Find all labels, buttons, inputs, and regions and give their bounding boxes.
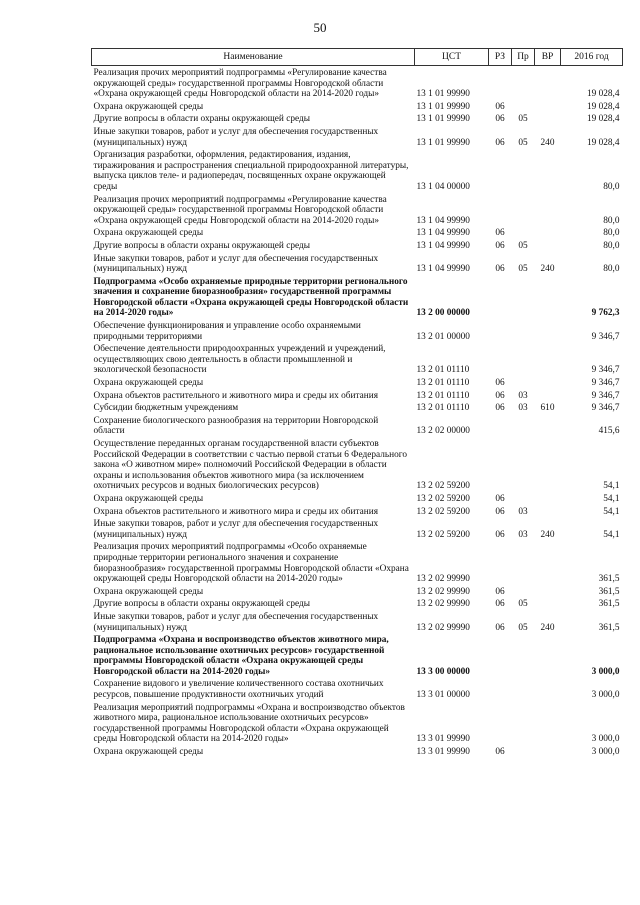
header-vr: ВР	[535, 49, 561, 66]
cell-rz	[489, 342, 512, 376]
cell-pr	[512, 193, 535, 227]
cell-rz: 06	[495, 137, 505, 148]
table-row	[92, 193, 623, 227]
cell-rz	[489, 437, 512, 492]
cell-pr	[512, 148, 535, 192]
cell-value: 3 000,0	[591, 666, 620, 677]
cell-value: 80,0	[603, 264, 620, 275]
cell-vr	[535, 492, 561, 505]
table-body	[92, 66, 623, 758]
cell-vr	[535, 437, 561, 492]
cell-name: Сохранение биологического разнообразия на территории Новгородской области	[93, 415, 379, 437]
table-row	[92, 148, 623, 192]
cell-value: 19 028,4	[586, 89, 620, 100]
cell-cst: 13 1 01 99990	[416, 101, 470, 112]
cell-pr: 05	[518, 137, 528, 148]
cell-rz: 06	[495, 747, 505, 758]
cell-name: Реализация прочих мероприятий подпрограммы «Особо охраняемые природные территории регионального значения и сохранение биоразнообразия» государственной программы Новгородской области «Охрана окружающей среды Новгородской области на 2014-2020 годы»	[93, 542, 409, 585]
cell-name: Организация разработки, оформления, редактирования, издания, тиражирования и распространения специальной природоохранной литературы, выпуска циклов теле- и радиопередач, посвященных охране окружающей среды	[93, 150, 409, 192]
cell-name: Иные закупки товаров, работ и услуг для обеспечения государственных (муниципальных) нужд	[93, 126, 379, 148]
cell-vr	[535, 193, 561, 227]
cell-value: 9 346,7	[591, 390, 620, 401]
cell-name: Сохранение видового и увеличение количественного состава охотничьих ресурсов, повышение продуктивности охотничьих угодий	[93, 679, 384, 701]
cell-value: 19 028,4	[586, 137, 620, 148]
cell-name: Охрана окружающей среды	[93, 228, 204, 239]
cell-vr	[535, 376, 561, 389]
cell-cst: 13 2 01 01110	[416, 403, 470, 414]
cell-cst: 13 1 04 99990	[416, 215, 470, 226]
cell-cst: 13 2 01 01110	[416, 390, 470, 401]
cell-rz	[489, 319, 512, 342]
cell-value: 19 028,4	[586, 101, 620, 112]
cell-rz: 06	[495, 403, 505, 414]
cell-vr	[535, 505, 561, 518]
table-row	[92, 597, 623, 610]
cell-cst: 13 2 02 59200	[416, 493, 470, 504]
cell-pr: 05	[518, 264, 528, 275]
cell-rz: 06	[495, 506, 505, 517]
cell-vr: 240	[540, 137, 555, 148]
cell-value: 361,5	[598, 574, 620, 585]
cell-name: Охрана окружающей среды	[93, 378, 204, 389]
cell-cst: 13 1 04 00000	[416, 181, 470, 192]
cell-cst: 13 1 01 99990	[416, 89, 470, 100]
cell-vr	[535, 633, 561, 677]
table-row	[92, 414, 623, 437]
table-row	[92, 701, 623, 745]
cell-name: Охрана окружающей среды	[93, 586, 204, 597]
cell-rz	[489, 701, 512, 745]
cell-rz: 06	[495, 228, 505, 239]
table-row	[92, 610, 623, 633]
cell-cst: 13 1 04 99990	[416, 264, 470, 275]
cell-cst: 13 2 01 01110	[416, 365, 470, 376]
table-row	[92, 401, 623, 414]
cell-vr: 240	[540, 529, 555, 540]
cell-cst: 13 1 01 99990	[416, 114, 470, 125]
cell-vr	[535, 540, 561, 584]
table-row	[92, 585, 623, 598]
cell-cst: 13 1 04 99990	[416, 240, 470, 251]
cell-pr: 05	[518, 240, 528, 251]
table-row	[92, 505, 623, 518]
cell-pr: 03	[518, 506, 528, 517]
cell-rz	[489, 540, 512, 584]
table-row	[92, 492, 623, 505]
cell-pr: 05	[518, 622, 528, 633]
cell-vr	[535, 319, 561, 342]
cell-name: Охрана объектов растительного и животного мира и среды их обитания	[93, 506, 378, 517]
cell-rz	[489, 414, 512, 437]
cell-value: 9 346,7	[591, 378, 620, 389]
cell-cst: 13 2 02 59200	[416, 506, 470, 517]
cell-pr: 03	[518, 529, 528, 540]
table-row	[92, 677, 623, 700]
cell-name: Реализация мероприятий подпрограммы «Охрана и воспроизводство объектов животного мира, рациональное использование охотничьих ресурсов» государственной программы Новгородской области «Охрана окружающей среды Новгородской области на 2014-2020 годы»	[93, 702, 405, 745]
cell-name: Охрана окружающей среды	[93, 493, 204, 504]
cell-rz: 06	[495, 390, 505, 401]
cell-rz	[489, 677, 512, 700]
cell-vr	[535, 148, 561, 192]
cell-value: 9 346,7	[591, 331, 620, 342]
cell-pr	[512, 540, 535, 584]
cell-vr	[535, 112, 561, 125]
cell-vr	[535, 389, 561, 402]
cell-rz: 06	[495, 114, 505, 125]
cell-pr	[512, 701, 535, 745]
cell-pr: 05	[518, 599, 528, 610]
cell-rz	[489, 633, 512, 677]
cell-value: 9 346,7	[591, 365, 620, 376]
cell-name: Другие вопросы в области охраны окружающей среды	[93, 599, 310, 610]
header-pr: Пр	[512, 49, 535, 66]
cell-pr: 05	[518, 114, 528, 125]
cell-vr	[535, 100, 561, 113]
cell-vr	[535, 597, 561, 610]
cell-value: 361,5	[598, 599, 620, 610]
cell-value: 80,0	[603, 228, 620, 239]
cell-cst: 13 2 02 00000	[416, 426, 470, 437]
cell-pr: 03	[518, 403, 528, 414]
cell-vr	[535, 701, 561, 745]
cell-cst: 13 3 01 99990	[416, 747, 470, 758]
cell-vr	[535, 66, 561, 100]
cell-cst: 13 2 02 99990	[416, 586, 470, 597]
cell-vr	[535, 414, 561, 437]
cell-name: Охрана окружающей среды	[93, 101, 204, 112]
cell-vr	[535, 745, 561, 758]
table-row	[92, 517, 623, 540]
cell-pr	[512, 437, 535, 492]
cell-cst: 13 3 00 00000	[416, 666, 470, 677]
cell-pr	[512, 66, 535, 100]
cell-cst: 13 2 02 59200	[416, 481, 470, 492]
table-row	[92, 389, 623, 402]
table-row	[92, 376, 623, 389]
cell-rz: 06	[495, 529, 505, 540]
table-row	[92, 633, 623, 677]
header-year: 2016 год	[561, 49, 623, 66]
cell-name: Реализация прочих мероприятий подпрограммы «Регулирование качества окружающей среды» государственной программы Новгородской области «Охрана окружающей среды Новгородской области на 2014-2020 годы»	[93, 194, 387, 226]
cell-rz	[489, 193, 512, 227]
cell-value: 54,1	[603, 481, 620, 492]
cell-pr	[512, 633, 535, 677]
cell-name: Другие вопросы в области охраны окружающей среды	[93, 240, 310, 251]
cell-cst: 13 2 02 99990	[416, 574, 470, 585]
cell-value: 361,5	[598, 586, 620, 597]
cell-name: Другие вопросы в области охраны окружающей среды	[93, 114, 310, 125]
cell-value: 3 000,0	[591, 734, 620, 745]
cell-vr	[535, 677, 561, 700]
table-row	[92, 100, 623, 113]
cell-name: Обеспечение деятельности природоохранных учреждений и учреждений, осуществляющих свою деятельность в области промышленной и экологической безопасности	[93, 344, 386, 376]
cell-vr	[535, 226, 561, 239]
table-header-row	[92, 49, 623, 66]
cell-name: Подпрограмма «Особо охраняемые природные территории регионального значения и сохранение биоразнообразия» государственной программы Новгородской области «Охрана окружающей среды Новгородской области на 2014-2020 годы»	[93, 276, 409, 319]
cell-vr	[535, 585, 561, 598]
cell-name: Обеспечение функционирования и управление особо охраняемыми природными территориями	[93, 321, 361, 342]
cell-rz	[489, 148, 512, 192]
cell-name: Субсидии бюджетным учреждениям	[93, 403, 239, 414]
cell-value: 80,0	[603, 215, 620, 226]
cell-pr	[512, 275, 535, 319]
cell-cst: 13 1 01 99990	[416, 137, 470, 148]
cell-value: 9 346,7	[591, 403, 620, 414]
cell-rz: 06	[495, 264, 505, 275]
cell-value: 9 762,3	[591, 308, 620, 319]
cell-rz: 06	[495, 493, 505, 504]
cell-name: Иные закупки товаров, работ и услуг для обеспечения государственных (муниципальных) нужд	[93, 519, 379, 540]
table-row	[92, 125, 623, 148]
cell-rz: 06	[495, 101, 505, 112]
cell-vr	[535, 275, 561, 319]
table-row	[92, 226, 623, 239]
cell-rz	[489, 66, 512, 100]
cell-name: Подпрограмма «Охрана и воспроизводство объектов животного мира, рациональное использование охотничьих ресурсов» государственной программы Новгородской области «Охрана окружающей среды Новгородской области на 2014-2020 годы»	[93, 635, 389, 677]
cell-cst: 13 2 02 99990	[416, 599, 470, 610]
header-name: Наименование	[92, 49, 415, 66]
cell-pr	[512, 414, 535, 437]
cell-name: Охрана окружающей среды	[93, 747, 204, 758]
cell-value: 54,1	[603, 493, 620, 504]
cell-name: Иные закупки товаров, работ и услуг для обеспечения государственных (муниципальных) нужд	[93, 611, 379, 633]
cell-name: Иные закупки товаров, работ и услуг для обеспечения государственных (муниципальных) нужд	[93, 253, 379, 275]
cell-pr	[512, 342, 535, 376]
cell-cst: 13 2 02 59200	[416, 529, 470, 540]
cell-rz: 06	[495, 240, 505, 251]
cell-vr: 610	[540, 403, 555, 414]
table-row	[92, 540, 623, 584]
cell-cst: 13 3 01 99990	[416, 734, 470, 745]
cell-value: 415,6	[598, 426, 620, 437]
table-row	[92, 275, 623, 319]
cell-pr	[512, 376, 535, 389]
cell-vr	[535, 239, 561, 252]
page-number: 50	[313, 20, 327, 35]
cell-cst: 13 2 01 01110	[416, 378, 470, 389]
cell-pr	[512, 585, 535, 598]
cell-cst: 13 3 01 00000	[416, 690, 470, 701]
cell-vr: 240	[540, 264, 555, 275]
cell-pr	[512, 226, 535, 239]
cell-vr	[535, 342, 561, 376]
table-row	[92, 112, 623, 125]
cell-rz: 06	[495, 599, 505, 610]
cell-value: 80,0	[603, 240, 620, 251]
cell-pr: 03	[518, 390, 528, 401]
cell-name: Охрана объектов растительного и животного мира и среды их обитания	[93, 390, 378, 401]
table-row	[92, 252, 623, 275]
cell-name: Реализация прочих мероприятий подпрограммы «Регулирование качества окружающей среды» государственной программы Новгородской области «Охрана окружающей среды Новгородской области на 2014-2020 годы»	[93, 68, 387, 100]
header-rz: РЗ	[489, 49, 512, 66]
cell-rz: 06	[495, 378, 505, 389]
cell-pr	[512, 100, 535, 113]
cell-value: 361,5	[598, 622, 620, 633]
cell-value: 54,1	[603, 506, 620, 517]
cell-cst: 13 1 04 99990	[416, 228, 470, 239]
cell-value: 54,1	[603, 529, 620, 540]
cell-value: 19 028,4	[586, 114, 620, 125]
cell-pr	[512, 492, 535, 505]
cell-cst: 13 2 02 99990	[416, 622, 470, 633]
cell-value: 3 000,0	[591, 747, 620, 758]
table-row	[92, 745, 623, 758]
cell-value: 3 000,0	[591, 690, 620, 701]
table-row	[92, 319, 623, 342]
cell-rz	[489, 275, 512, 319]
cell-rz: 06	[495, 586, 505, 597]
cell-name: Осуществление переданных органам государственной власти субъектов Российской Федерации в соответствии с частью первой статьи 6 Федерального закона «О животном мире» полномочий Российской Федерации в области охраны и использования объектов животного мира (за исключением охотничьих ресурсов и водных биологических ресурсов)	[93, 439, 407, 492]
header-cst: ЦСТ	[415, 49, 489, 66]
cell-rz: 06	[495, 622, 505, 633]
table-row	[92, 342, 623, 376]
cell-value: 80,0	[603, 181, 620, 192]
table-row	[92, 437, 623, 492]
budget-table	[91, 48, 623, 758]
cell-vr: 240	[540, 622, 555, 633]
table-row	[92, 239, 623, 252]
cell-pr	[512, 319, 535, 342]
table-row	[92, 66, 623, 100]
cell-cst: 13 2 01 00000	[416, 331, 470, 342]
cell-pr	[512, 677, 535, 700]
cell-cst: 13 2 00 00000	[416, 308, 470, 319]
cell-pr	[512, 745, 535, 758]
